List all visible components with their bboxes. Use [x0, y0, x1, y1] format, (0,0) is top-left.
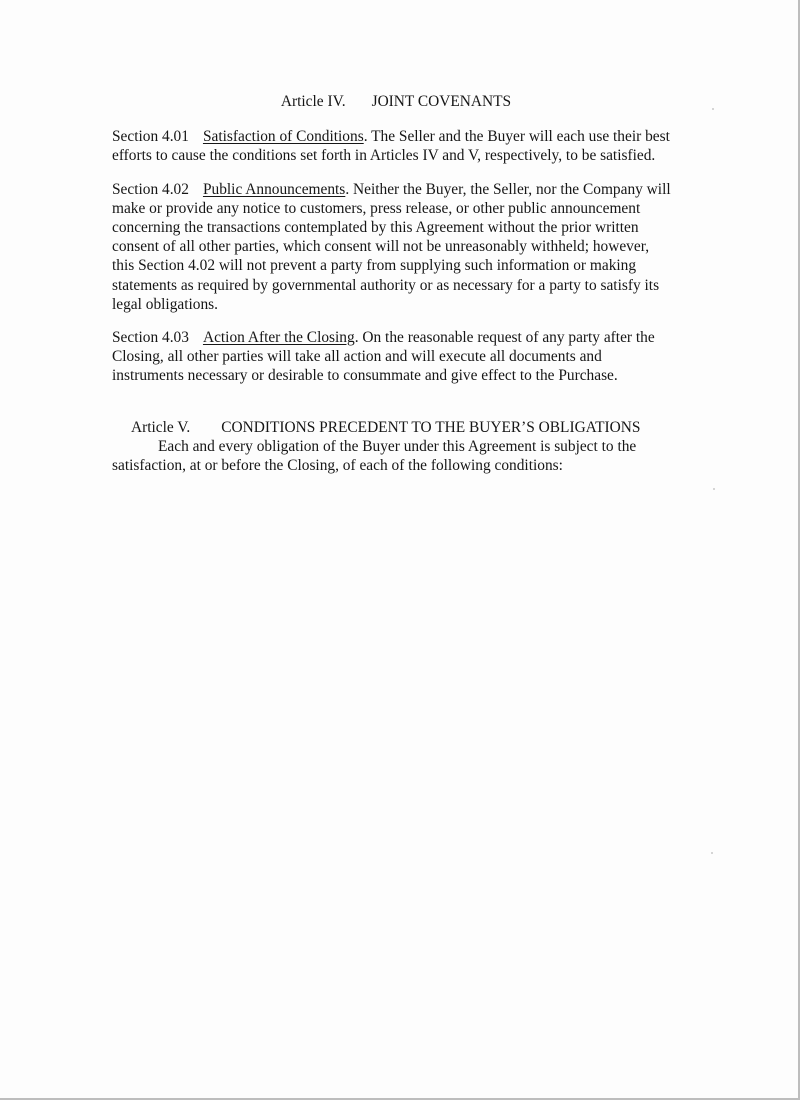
scan-speck [712, 108, 714, 110]
section-heading: Action After the Closing [202, 329, 355, 347]
section-heading: Public Announcements [202, 180, 346, 198]
article-v-number: Article V. [131, 418, 191, 436]
section-4-03 [112, 328, 672, 386]
section-number: Section 4.02 [112, 180, 189, 198]
section-heading: Satisfaction of Conditions [202, 128, 364, 146]
section-number: Section 4.03 [112, 329, 189, 347]
section-text: . On the reasonable request of any party after the Closing, all other parties will take all action and will execute all documents and instruments necessary or desirable to consummate and give effect to the Purchase. [112, 329, 655, 385]
scan-speck [711, 852, 713, 854]
article-iv-number: Article IV. [280, 93, 346, 110]
article-v-title: CONDITIONS PRECEDENT TO THE BUYER’S OBLIGATIONS [221, 418, 641, 436]
section-4-02 [112, 180, 672, 314]
document-body [112, 92, 672, 475]
article-iv-heading [120, 92, 672, 111]
section-number: Section 4.01 [112, 128, 189, 146]
scan-speck [713, 488, 715, 490]
article-iv-title: JOINT COVENANTS [371, 93, 512, 110]
article-v-heading [131, 418, 672, 437]
section-text: . Neither the Buyer, the Seller, nor the Company will make or provide any notice to customers, press release, or other public announcement concerning the transactions contemplated by this Agreement without the prior written consent of all other parties, which consent will not be unreasonably withheld; however, this Section 4.02 will not prevent a party from supplying such information or making statements as required by governmental authority or as necessary for a party to satisfy its legal obligations. [112, 180, 671, 313]
section-4-01 [112, 127, 672, 165]
article-v-intro: Each and every obligation of the Buyer under this Agreement is subject to the satisfaction, at or before the Closing, of each of the following conditions: [112, 437, 637, 475]
section-text: . The Seller and the Buyer will each use their best efforts to cause the conditions set forth in Articles IV and V, respectively, to be satisfied. [112, 128, 670, 165]
